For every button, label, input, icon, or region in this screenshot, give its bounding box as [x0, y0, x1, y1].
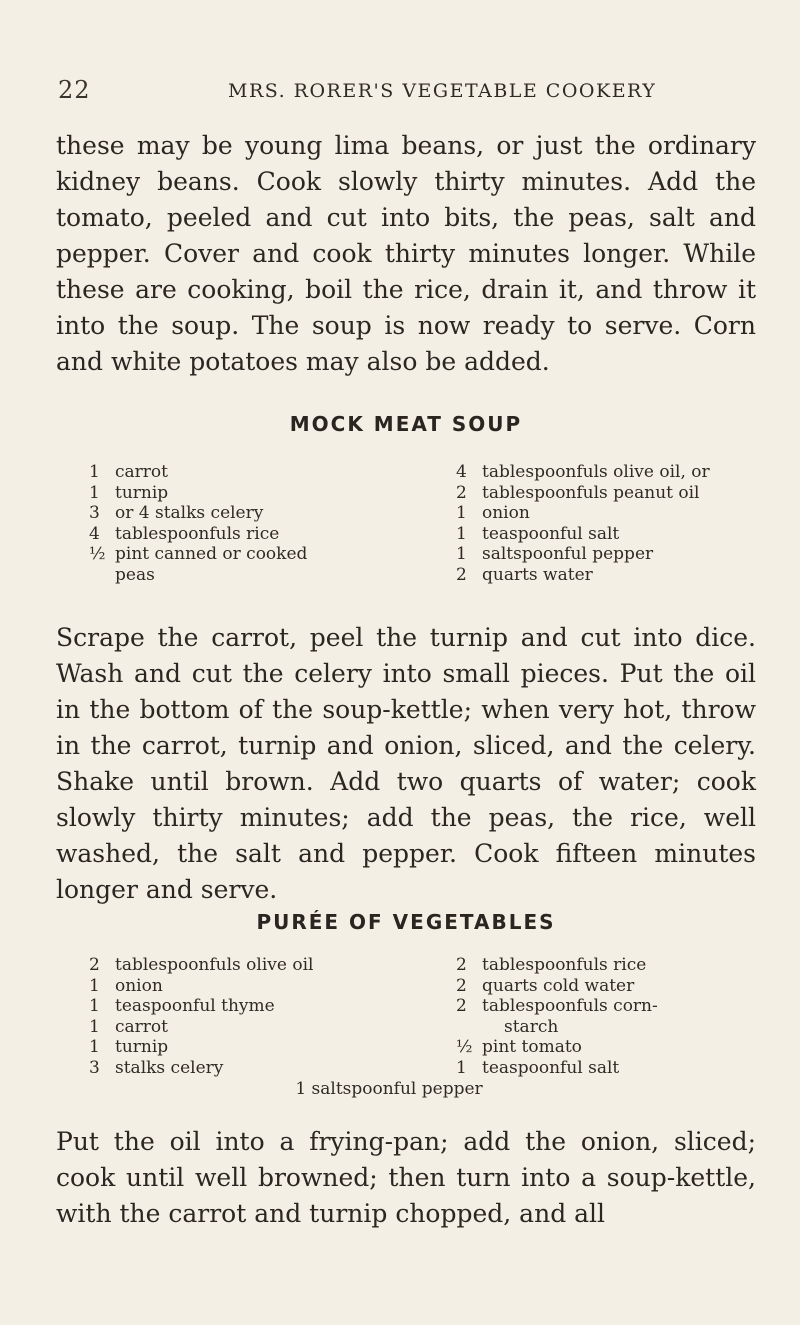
ingredient-line: 4 tablespoonfuls olive oil, or: [456, 462, 710, 482]
ingredient-continuation: peas: [115, 564, 155, 585]
running-title: MRS. RORER'S VEGETABLE COOKERY: [228, 80, 657, 102]
paragraph-mock-meat-soup-method: Scrape the carrot, peel the turnip and cut into dice. Wash and cut the celery into small pieces. Put the oil in the bottom of the soup-kettle; when very hot, throw in the carrot, turnip and onion, sliced, and the celery. Shake until brown. Add two quarts of water; cook slowly thirty minutes; add the peas, the rice, well washed, the salt and pepper. Cook fifteen minutes longer and serve.: [56, 623, 756, 904]
ingredients-left-column: [89, 955, 429, 1079]
ingredient-line: 2 tablespoonfuls peanut oil: [456, 482, 700, 503]
ingredient-line: ½ pint canned or cooked: [89, 544, 308, 565]
ingredient-line: 2 tablespoonfuls rice: [456, 955, 647, 975]
ingredients-right-column: [456, 462, 776, 586]
ingredient-line: 1 turnip: [89, 1037, 169, 1058]
ingredient-line: 4 tablespoonfuls rice: [89, 523, 280, 544]
ingredient-line: 3 or 4 stalks celery: [89, 503, 264, 524]
ingredient-continuation: starch: [504, 1016, 559, 1037]
ingredient-line: 1 onion: [89, 975, 163, 996]
ingredient-line: 1 turnip: [89, 482, 169, 503]
ingredients-left-column: [89, 462, 429, 586]
ingredient-line: ½ pint tomato: [456, 1037, 582, 1058]
ingredient-line: 1 saltspoonful pepper: [456, 544, 654, 565]
ingredients-right-column: [456, 955, 776, 1079]
ingredient-line-centered: 1 saltspoonful pepper: [295, 1079, 483, 1099]
ingredient-line: 1 teaspoonful thyme: [89, 996, 275, 1017]
page-number: 22: [58, 76, 91, 104]
ingredient-line: 2 tablespoonfuls corn-: [456, 996, 658, 1017]
ingredient-line: 1 carrot: [89, 1016, 168, 1037]
ingredient-line: 1 carrot: [89, 462, 168, 482]
ingredient-line: 1 teaspoonful salt: [456, 523, 620, 544]
recipe-title-puree-of-vegetables: PURÉE OF VEGETABLES: [256, 910, 556, 934]
ingredient-line: 2 quarts water: [456, 564, 593, 585]
paragraph-puree-method: Put the oil into a frying-pan; add the onion, sliced; cook until well browned; then turn into a soup-kettle, with the carrot and turnip chopped, and all: [56, 1127, 756, 1228]
recipe-title-mock-meat-soup: MOCK MEAT SOUP: [289, 412, 523, 436]
running-head: [58, 76, 758, 116]
ingredient-line: 1 teaspoonful salt: [456, 1057, 620, 1078]
ingredient-line: 3 stalks celery: [89, 1057, 224, 1078]
ingredient-line: 1 onion: [456, 503, 530, 524]
ingredient-line: 2 tablespoonfuls olive oil: [89, 955, 314, 975]
paragraph-continued: these may be young lima beans, or just the ordinary kidney beans. Cook slowly thirty minutes. Add the tomato, peeled and cut into bits, the peas, salt and pepper. Cover and cook thirty minutes longer. While these are cooking, boil the rice, drain it, and throw it into the soup. The soup is now ready to serve. Corn and white potatoes may also be added.: [56, 131, 756, 376]
ingredient-line: 2 quarts cold water: [456, 975, 635, 996]
